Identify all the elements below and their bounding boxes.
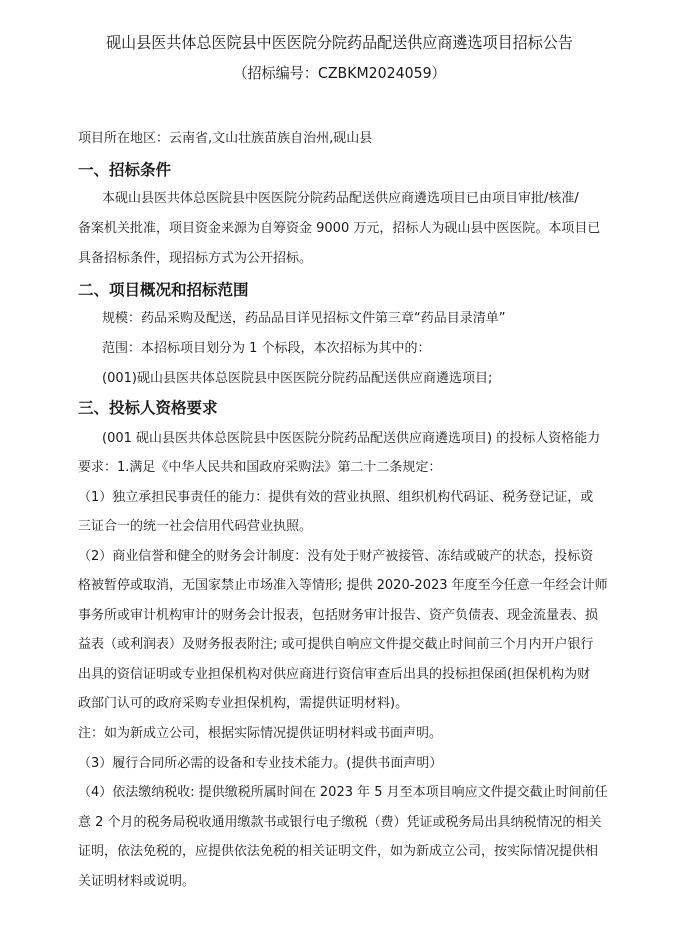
requirement-item-1: （1）独立承担民事责任的能力：提供有效的营业执照、组织机构代码证、税务登记证，或 (78, 490, 594, 505)
paragraph-line: 证明，依法免税的，应提供依法免税的相关证明文件，如为新成立公司，按实际情况提供相 (78, 844, 599, 859)
paragraph-line: 三证合一的统一社会信用代码营业执照。 (78, 519, 313, 534)
paragraph-line: 关证明材料或说明。 (78, 874, 196, 889)
note-line: 注：如为新成立公司，根据实际情况提供证明材料或书面声明。 (78, 726, 443, 741)
paragraph-line: 益表（或利润表）及财务报表附注; 或可提供自响应文件提交截止时间前三个月内开户银行 (78, 637, 594, 652)
paragraph-line: 要求：1.满足《中华人民共和国政府采购法》第二十二条规定： (78, 460, 442, 475)
project-location: 项目所在地区：云南省,文山壮族苗族自治州,砚山县 (78, 131, 373, 146)
paragraph-line: 出具的资信证明或专业担保机构对供应商进行资信审查后出具的投标担保函(担保机构为财 (78, 667, 591, 682)
paragraph-line: 具备招标条件，现招标方式为公开招标。 (78, 251, 313, 266)
section-heading-tender-conditions: 一、招标条件 (78, 161, 172, 179)
section-heading-bidder-qualifications: 三、投标人资格要求 (78, 399, 218, 417)
paragraph-line: 事务所或审计机构审计的财务会计报表，包括财务审计报告、资产负债表、现金流量表、损 (78, 608, 599, 623)
project-scope: 范围：本招标项目划分为 1 个标段，本次招标为其中的： (102, 341, 431, 356)
paragraph-line: 政部门认可的政府采购专业担保机构，需提供证明材料)。 (78, 696, 409, 711)
paragraph-line: 意 2 个月的税务局税收通用缴款书或银行电子缴税（费）凭证或税务局出具纳税情况的相关 (78, 815, 602, 830)
tender-number: （招标编号：CZBKM2024059） (233, 64, 446, 82)
paragraph-line: 格被暂停或取消，无国家禁止市场准入等情形; 提供 2020-2023 年度至今任意一年经会计师 (78, 578, 608, 593)
paragraph-line: 本砚山县医共体总医院县中医医院分院药品配送供应商遴选项目已由项目审批/核准/ (102, 191, 579, 206)
requirement-item-2: （2）商业信誉和健全的财务会计制度：没有处于财产被接管、冻结或破产的状态，投标资 (78, 549, 594, 564)
paragraph-line: 备案机关批准，项目资金来源为自筹资金 9000 万元，招标人为砚山县中医医院。本项目已 (78, 221, 601, 236)
paragraph-line: (001 砚山县医共体总医院县中医医院分院药品配送供应商遴选项目) 的投标人资格能力 (102, 431, 601, 446)
project-lot: (001)砚山县医共体总医院县中医医院分院药品配送供应商遴选项目; (102, 371, 493, 386)
requirement-item-4: （4）依法缴纳税收: 提供缴税所属时间在 2023 年 5 月至本项目响应文件提交截止时间前任 (78, 785, 608, 800)
requirement-item-3: （3）履行合同所必需的设备和专业技术能力。(提供书面声明） (78, 756, 443, 771)
document-title: 砚山县医共体总医院县中医医院分院药品配送供应商遴选项目招标公告 (106, 33, 573, 52)
project-scale: 规模：药品采购及配送，药品品目详见招标文件第三章“药品目录清单” (102, 311, 506, 326)
section-heading-project-overview: 二、项目概况和招标范围 (78, 281, 249, 299)
